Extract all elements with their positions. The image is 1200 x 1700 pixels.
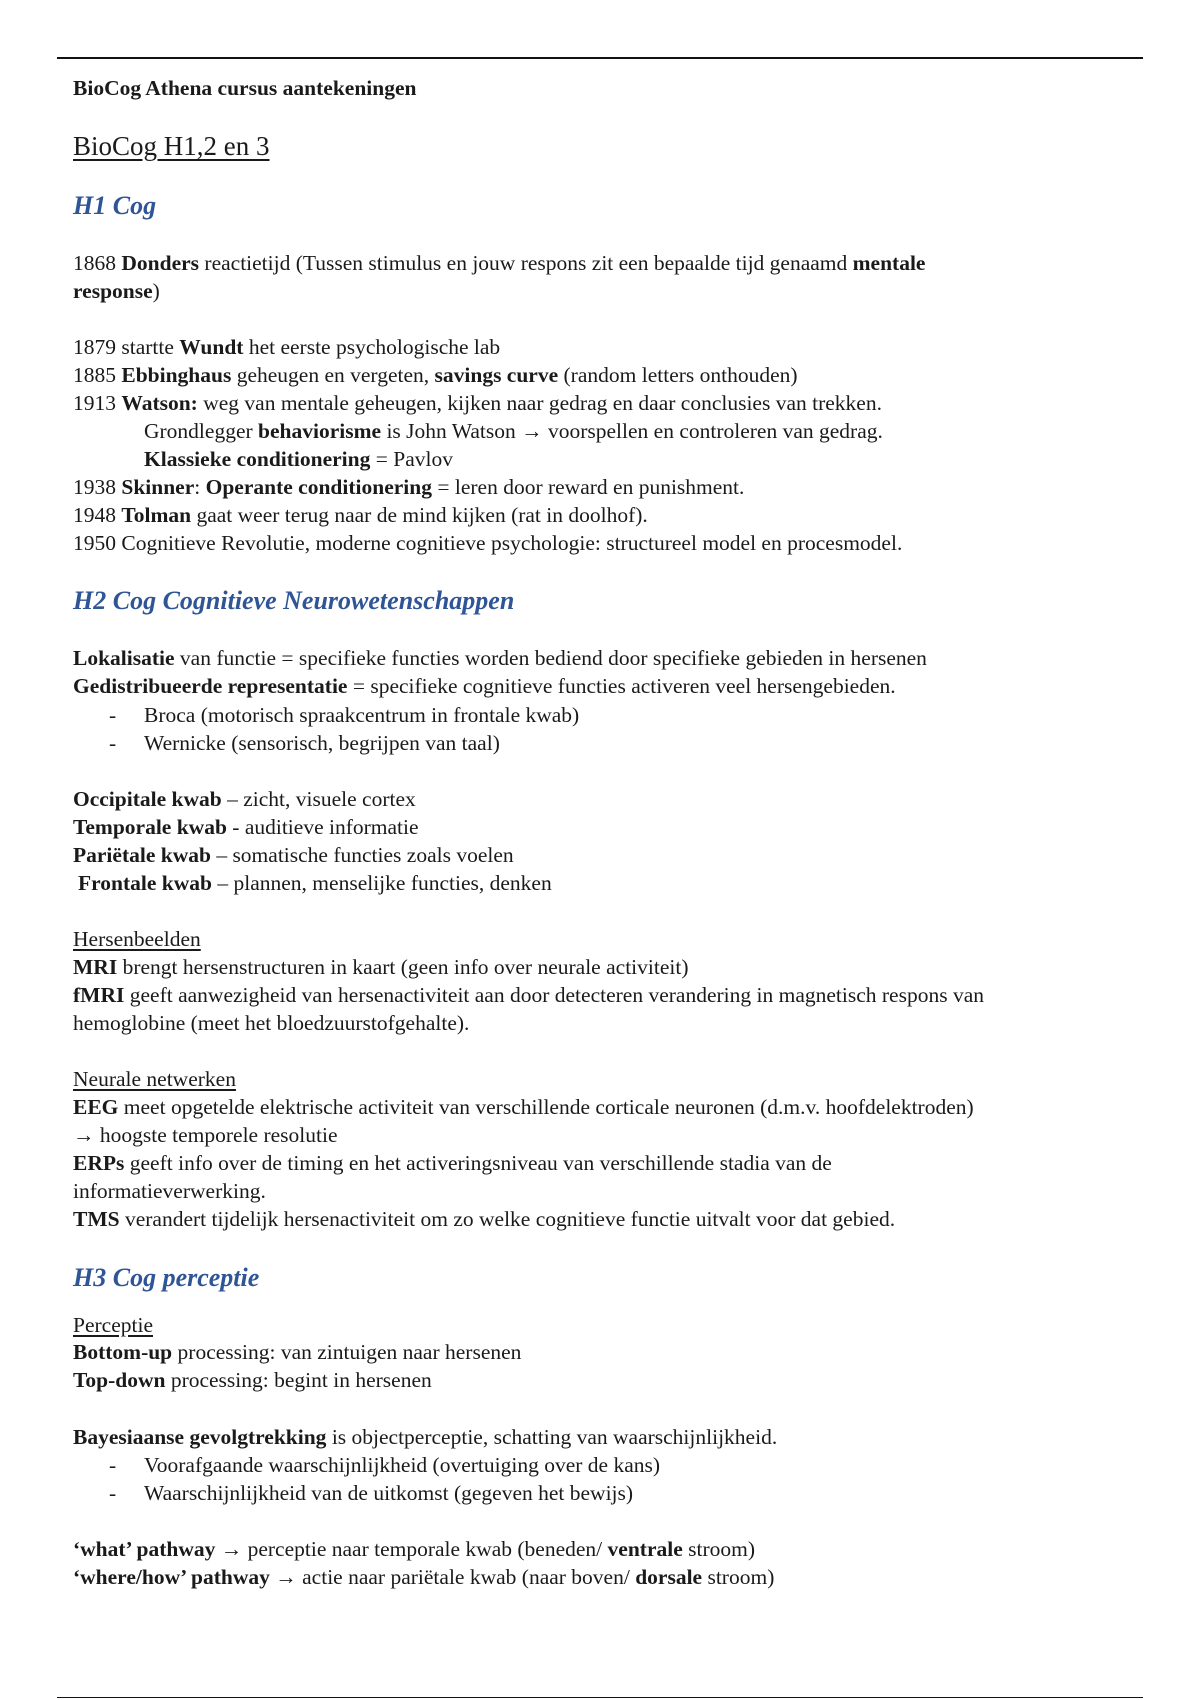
line-bayes: Bayesiaanse gevolgtrekking is objectperceptie, schatting van waarschijnlijkheid. [73,1425,778,1449]
line-watson: 1913 Watson: weg van mentale geheugen, kijken naar gedrag en daar conclusies van trekken. [73,391,882,415]
line-erps: ERPs geeft info over de timing en het activeringsniveau van verschillende stadia van de [73,1151,832,1175]
section-heading-h3: H3 Cog perceptie [73,1263,260,1292]
list-item: - Voorafgaande waarschijnlijkheid (overtuiging over de kans) [109,1453,661,1477]
line-lobe-occipital: Occipitale kwab – zicht, visuele cortex [73,787,416,811]
subheading-neurale-netwerken: Neurale netwerken [73,1067,236,1091]
arrow-icon: → [521,419,543,443]
arrow-icon: → [73,1123,95,1147]
line-wundt: 1879 startte Wundt het eerste psychologische lab [73,335,501,359]
line-gedistribueerd: Gedistribueerde representatie = specifieke cognitieve functies activeren veel hersengebieden. [73,674,896,698]
document-title: BioCog H1,2 en 3 [73,131,270,161]
top-rule [57,57,1143,59]
subheading-hersenbeelden: Hersenbeelden [73,927,201,951]
line-eeg: EEG meet opgetelde elektrische activiteit van verschillende corticale neuronen (d.m.v. hoofdelektroden) [73,1095,974,1119]
line-lobe-frontal: Frontale kwab – plannen, menselijke functies, denken [78,871,552,895]
list-item: - Broca (motorisch spraakcentrum in frontale kwab) [109,703,580,727]
bullet-dash: - [109,703,117,727]
line-skinner: 1938 Skinner: Operante conditionering = leren door reward en punishment. [73,475,745,499]
bullet-dash: - [109,1481,117,1505]
arrow-icon: → [220,1537,243,1561]
bullet-dash: - [109,731,117,755]
line-where-pathway: ‘where/how’ pathway → actie naar pariëtale kwab (naar boven/ dorsale stroom) [73,1565,775,1589]
line-mri: MRI brengt hersenstructuren in kaart (geen info over neurale activiteit) [73,955,689,979]
line-eeg-cont: → hoogste temporele resolutie [73,1123,338,1147]
line-tolman: 1948 Tolman gaat weer terug naar de mind kijken (rat in doolhof). [73,503,648,527]
line-ebbinghaus: 1885 Ebbinghaus geheugen en vergeten, savings curve (random letters onthouden) [73,363,798,387]
list-item: - Wernicke (sensorisch, begrijpen van taal) [109,731,500,755]
line-lobe-temporal: Temporale kwab - auditieve informatie [73,815,419,839]
line-watson-conditionering: Klassieke conditionering = Pavlov [144,447,453,471]
line-bottom-up: Bottom-up processing: van zintuigen naar hersenen [73,1340,522,1364]
paragraph-donders: 1868 Donders reactietijd (Tussen stimulus en jouw respons zit een bepaalde tijd genaamd mentale [73,251,926,275]
line-top-down: Top-down processing: begint in hersenen [73,1368,432,1392]
bullet-dash: - [109,1453,117,1477]
section-heading-h2: H2 Cog Cognitieve Neurowetenschappen [73,586,515,615]
line-erps-cont: informatieverwerking. [73,1179,266,1203]
bottom-rule [57,1697,1143,1698]
section-heading-h1: H1 Cog [73,191,157,220]
line-fmri: fMRI geeft aanwezigheid van hersenactiviteit aan door detecteren verandering in magnetisch respons van [73,983,984,1007]
line-lokalisatie: Lokalisatie van functie = specifieke functies worden bediend door specifieke gebieden in hersenen [73,646,927,670]
paragraph-donders-cont: response) [73,279,160,303]
line-revolution: 1950 Cognitieve Revolutie, moderne cognitieve psychologie: structureel model en procesmodel. [73,531,903,555]
line-watson-behaviorisme: Grondlegger behaviorisme is John Watson → voorspellen en controleren van gedrag. [144,419,883,443]
line-what-pathway: ‘what’ pathway → perceptie naar temporale kwab (beneden/ ventrale stroom) [73,1537,756,1561]
document-header: BioCog Athena cursus aantekeningen [73,76,417,100]
list-item: - Waarschijnlijkheid van de uitkomst (gegeven het bewijs) [109,1481,634,1505]
line-lobe-parietal: Pariëtale kwab – somatische functies zoals voelen [73,843,514,867]
arrow-icon: → [275,1565,297,1589]
line-tms: TMS verandert tijdelijk hersenactiviteit om zo welke cognitieve functie uitvalt voor dat gebied. [73,1207,896,1231]
line-fmri-cont: hemoglobine (meet het bloedzuurstofgehalte). [73,1011,470,1035]
subheading-perceptie: Perceptie [73,1313,153,1337]
